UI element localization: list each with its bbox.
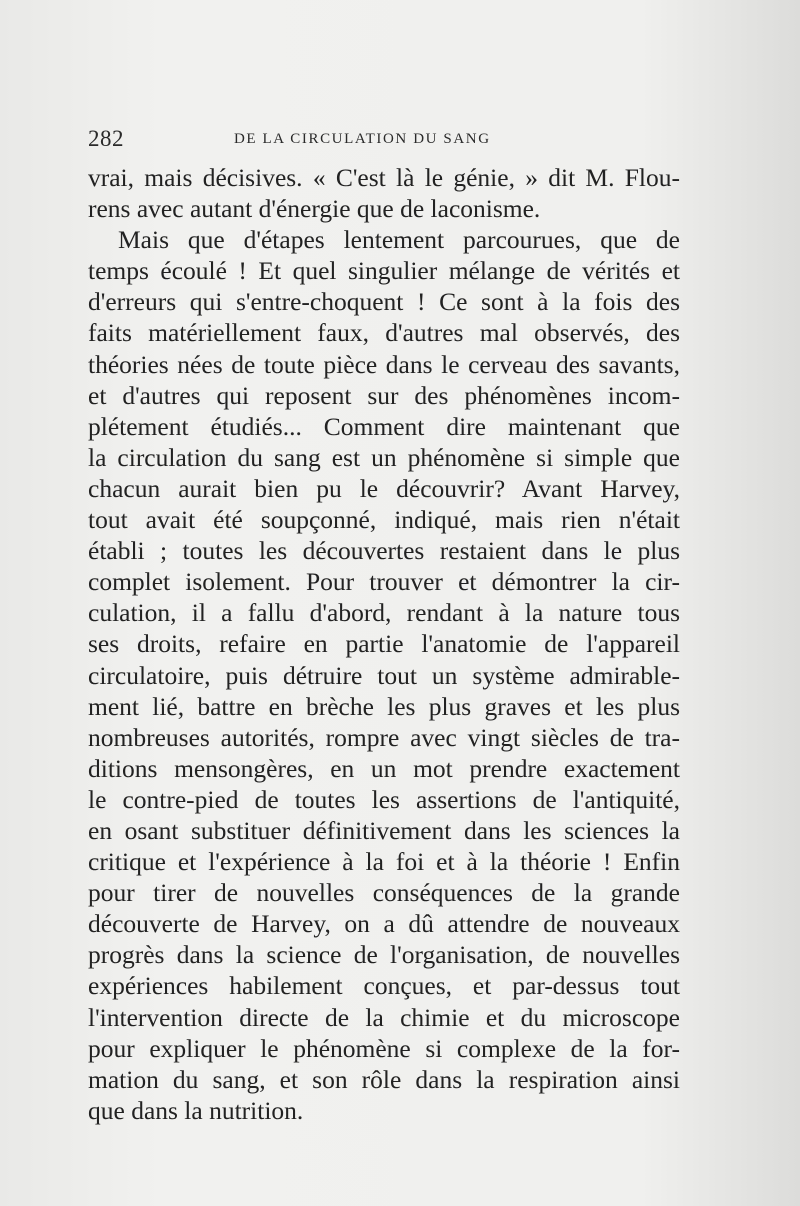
text-line: d'erreurs qui s'entre-choquent ! Ce sont à la fois des (88, 287, 680, 317)
text-line: ses droits, refaire en partie l'anatomie de l'appareil (88, 629, 680, 659)
text-line: ditions mensongères, en un mot prendre exactement (88, 753, 680, 783)
text-line: complet isolement. Pour trouver et démontrer la cir- (88, 567, 680, 597)
text-line: nombreuses autorités, rompre avec vingt siècles de tra- (88, 722, 680, 752)
text-line: l'intervention directe de la chimie et du microscope (88, 1002, 680, 1032)
text-line: circulatoire, puis détruire tout un système admirable- (88, 660, 680, 690)
text-line: que dans la nutrition. (88, 1095, 304, 1125)
page-header (88, 118, 680, 158)
text-line: vrai, mais décisives. « C'est là le génie, » dit M. Flou- (88, 163, 680, 192)
text-line: en osant substituer définitivement dans les sciences la (88, 815, 680, 845)
text-line: tout avait été soupçonné, indiqué, mais rien n'était (88, 505, 680, 535)
text-line: critique et l'expérience à la foi et à la théorie ! Enfin (88, 847, 680, 877)
text-line: ment lié, battre en brèche les plus graves et les plus (88, 691, 680, 721)
text-line: pour expliquer le phénomène si complexe de la for- (88, 1033, 680, 1063)
text-line: et d'autres qui reposent sur des phénomènes incom- (88, 380, 680, 410)
running-title: DE LA CIRCULATION DU SANG (234, 131, 491, 147)
text-line: la circulation du sang est un phénomène si simple que (88, 442, 680, 472)
text-line: découverte de Harvey, on a dû attendre de nouveaux (88, 909, 680, 939)
text-line: temps écoulé ! Et quel singulier mélange de vérités et (88, 256, 680, 286)
text-line: Mais que d'étapes lentement parcourues, que de (118, 225, 680, 255)
text-line: pour tirer de nouvelles conséquences de la grande (88, 878, 680, 908)
text-line: expériences habilement conçues, et par-dessus tout (88, 971, 680, 1001)
text-line: théories nées de toute pièce dans le cerveau des savants, (88, 349, 680, 379)
text-line: établi ; toutes les découvertes restaient dans le plus (88, 536, 680, 566)
text-line: culation, il a fallu d'abord, rendant à la nature tous (88, 598, 680, 628)
text-line: mation du sang, et son rôle dans la respiration ainsi (88, 1064, 680, 1094)
text-line: plétement étudiés... Comment dire maintenant que (88, 411, 680, 441)
body-text (88, 162, 680, 1126)
page-number: 282 (88, 126, 124, 151)
book-page (88, 118, 680, 1125)
text-line: faits matériellement faux, d'autres mal observés, des (88, 318, 680, 348)
text-line: chacun aurait bien pu le découvrir? Avant Harvey, (88, 473, 680, 503)
text-line: rens avec autant d'énergie que de laconisme. (88, 194, 541, 224)
text-line: progrès dans la science de l'organisation, de nouvelles (88, 940, 680, 970)
text-line: le contre-pied de toutes les assertions de l'antiquité, (88, 784, 680, 814)
